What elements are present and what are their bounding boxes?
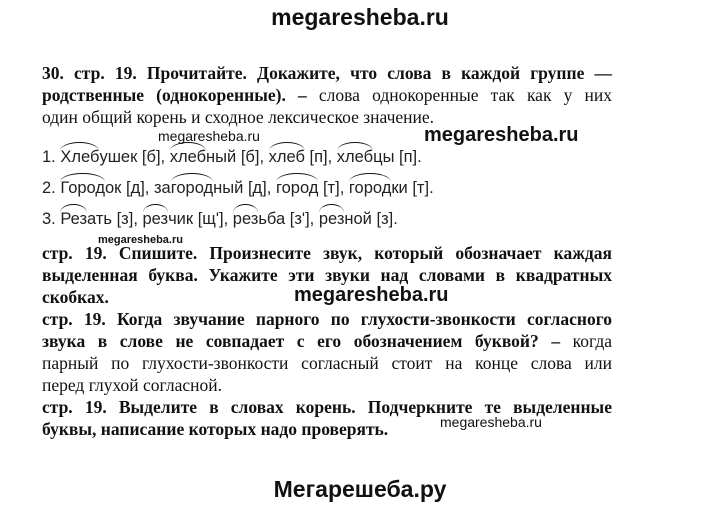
- task30-answer-line3: один общий корень и сходное лексическое значение.: [42, 107, 435, 127]
- task30-answer-part: слова однокоренные так как у них: [306, 85, 612, 105]
- task-when-bold-part: звука в слове не совпадает с его обозначением буквой? –: [42, 331, 561, 351]
- task-when-line2: [42, 330, 612, 352]
- group-number: 2.: [42, 179, 61, 197]
- root-arc: Рез: [60, 210, 88, 228]
- root-arc: Хлеб: [60, 148, 100, 166]
- task-when-line4: перед глухой согласной.: [42, 375, 222, 395]
- group-word: хлебцы [п].: [336, 148, 422, 166]
- root-arc: хлеб: [268, 148, 305, 166]
- task30-heading-line2: [42, 84, 612, 106]
- group-number: 3.: [42, 210, 61, 228]
- watermark-big: megaresheba.ru: [424, 124, 579, 146]
- word-group-1: [42, 146, 612, 168]
- task30-bold-part: родственные (однокоренные). –: [42, 85, 307, 105]
- root-arc: город: [275, 179, 319, 197]
- task-spell-line2: выделенная буква. Укажите эти звуки над словами в квадратных: [42, 265, 612, 285]
- group-word: Резать [з],: [60, 210, 143, 228]
- root-arc: хлеб: [336, 148, 374, 166]
- group-word: город [т],: [275, 179, 349, 197]
- watermark-center: megaresheba.ru: [294, 284, 449, 306]
- group-number: 1.: [42, 148, 61, 166]
- group-word: городки [т].: [348, 179, 434, 197]
- task-when-line1: стр. 19. Когда звучание парного по глухости-звонкости согласного: [42, 309, 612, 329]
- word-group-3: [42, 208, 612, 230]
- watermark-top: megaresheba.ru: [271, 4, 449, 30]
- task-spell-line3: скобках.: [42, 287, 109, 307]
- watermark-bottom: Мегарешеба.ру: [273, 476, 447, 502]
- group-word: резчик [щ'],: [142, 210, 233, 228]
- watermark-small: megaresheba.ru: [158, 128, 260, 144]
- task-when-answer-part: когда: [560, 331, 612, 351]
- root-arc: рез: [142, 210, 169, 228]
- group-word: резьба [з'],: [232, 210, 319, 228]
- task-root-line1: стр. 19. Выделите в словах корень. Подчеркните те выделенные: [42, 397, 612, 417]
- group-word: хлебный [б],: [169, 148, 269, 166]
- watermark-right: megaresheba.ru: [440, 414, 542, 430]
- group-word: загородный [д],: [153, 179, 276, 197]
- word-group-2: [42, 177, 612, 199]
- root-arc: хлеб: [169, 148, 207, 166]
- task-spell-line1: стр. 19. Спишите. Произнесите звук, который обозначает каждая: [42, 243, 612, 263]
- root-arc: рез: [232, 210, 259, 228]
- group-word: Городок [д],: [60, 179, 154, 197]
- watermark-tiny: megaresheba.ru: [98, 234, 183, 246]
- group-word: резной [з].: [318, 210, 398, 228]
- root-arc: город: [170, 179, 214, 197]
- task-root-line2: буквы, написание которых надо проверять.: [42, 419, 389, 439]
- group-word: хлеб [п],: [268, 148, 337, 166]
- root-arc: город: [348, 179, 392, 197]
- task30-heading-line1: 30. стр. 19. Прочитайте. Докажите, что слова в каждой группе —: [42, 63, 612, 83]
- task-when-line3: парный по глухости-звонкости согласный стоит на конце слова или: [42, 353, 612, 373]
- group-word: Хлебушек [б],: [60, 148, 170, 166]
- root-arc: рез: [318, 210, 345, 228]
- root-arc: Город: [60, 179, 105, 197]
